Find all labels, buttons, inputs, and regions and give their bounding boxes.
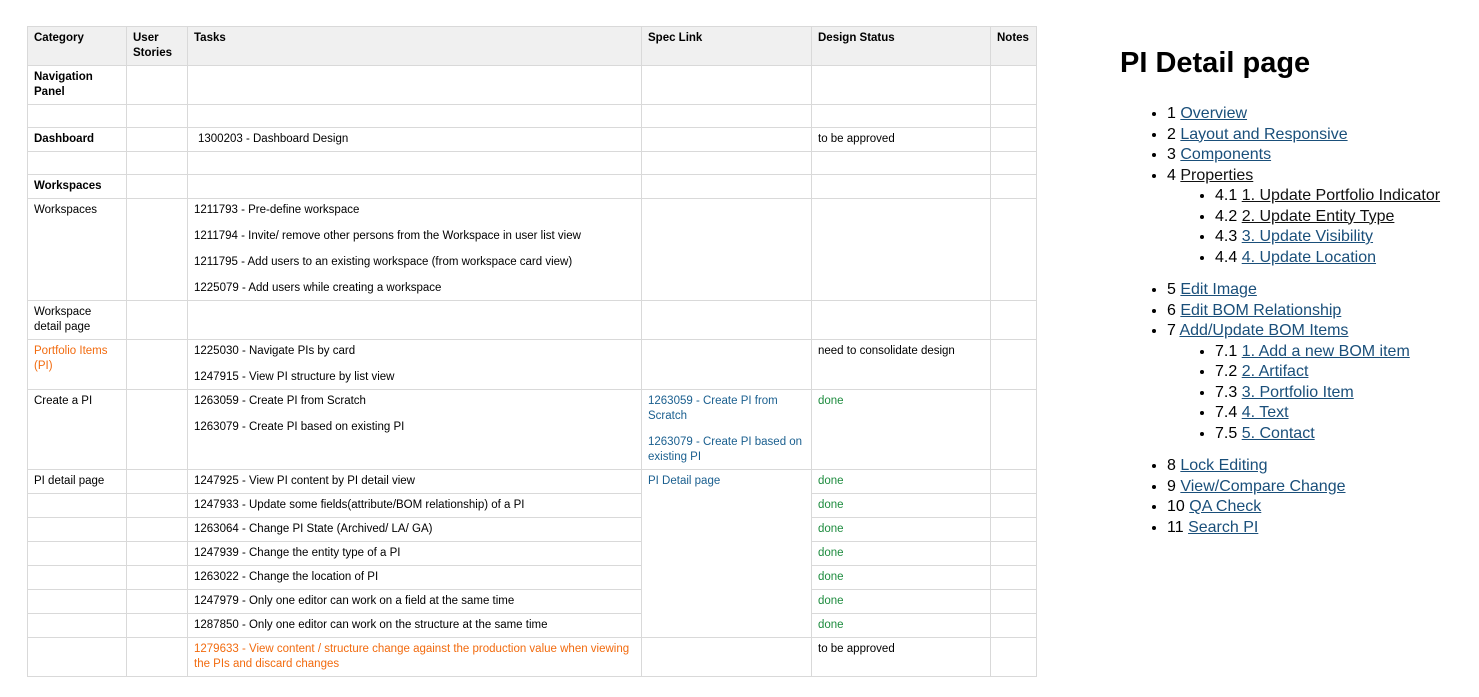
toc-link-view-compare-change[interactable]: View/Compare Change (1180, 477, 1346, 495)
header-spec-link: Spec Link (642, 27, 812, 66)
task-cell: 1247939 - Change the entity type of a PI (188, 542, 642, 566)
table-row (28, 494, 1037, 518)
table-row (28, 105, 1037, 128)
toc-item: • 7 Add/Update BOM Items • 7.1 1. Add a new BOM item • 7.2 2. Artifact • 7.3 3. Portfolio Item • 7.4 4. Text • 7.5 5. Contact (1167, 321, 1475, 444)
table-row (28, 66, 1037, 105)
table-of-contents (1120, 42, 1475, 538)
table-header-row (28, 27, 1037, 66)
header-category: Category (28, 27, 127, 66)
table-row (28, 152, 1037, 175)
spec-link[interactable]: PI Detail page (648, 475, 721, 487)
requirements-table (27, 26, 1037, 677)
table-row (28, 518, 1037, 542)
toc-subitem: • 4.3 3. Update Visibility (1215, 227, 1475, 248)
toc-link-add-new-bom-item[interactable]: 1. Add a new BOM item (1241, 342, 1410, 360)
table-row (28, 175, 1037, 199)
task-item: 1263059 - Create PI from Scratch (194, 395, 366, 407)
toc-item: • 4 Properties • 4.1 1. Update Portfolio Indicator • 4.2 2. Update Entity Type • 4.3 3. Update Visibility • 4.4 4. Update Location (1167, 166, 1475, 269)
task-item: 1263079 - Create PI based on existing PI (194, 421, 405, 433)
toc-subitem: • 7.2 2. Artifact (1215, 362, 1475, 383)
spec-link-cell (642, 390, 812, 470)
toc-item: • 5 Edit Image (1167, 280, 1475, 301)
toc-link-artifact[interactable]: 2. Artifact (1241, 363, 1309, 380)
status-cell: done (812, 390, 991, 470)
status-cell: to be approved (812, 638, 991, 677)
task-item: 1225079 - Add users while creating a workspace (194, 282, 442, 294)
table-row (28, 199, 1037, 301)
task-cell: 1263064 - Change PI State (Archived/ LA/ GA) (188, 518, 642, 542)
category-cell: Workspaces (28, 175, 127, 199)
toc-link-lock-editing[interactable]: Lock Editing (1180, 457, 1268, 474)
category-cell: Navigation Panel (28, 66, 127, 105)
toc-link-update-visibility[interactable]: 3. Update Visibility (1241, 228, 1374, 245)
table-row (28, 390, 1037, 470)
toc-subitem: • 4.1 1. Update Portfolio Indicator (1215, 186, 1475, 207)
category-cell: Create a PI (28, 390, 127, 470)
toc-link-edit-image[interactable]: Edit Image (1180, 281, 1257, 298)
category-cell: Workspaces (28, 199, 127, 301)
toc-link-portfolio-item[interactable]: 3. Portfolio Item (1241, 383, 1354, 401)
category-cell: Workspace detail page (28, 301, 127, 340)
table-row (28, 128, 1037, 152)
toc-link-update-portfolio-indicator[interactable]: 1. Update Portfolio Indicator (1241, 187, 1441, 204)
spec-link[interactable]: 1263059 - Create PI from Scratch (648, 395, 778, 422)
status-cell: done (812, 542, 991, 566)
toc-link-components[interactable]: Components (1180, 146, 1272, 163)
toc-item: • 6 Edit BOM Relationship (1167, 301, 1475, 322)
status-cell: need to consolidate design (812, 340, 991, 390)
toc-link-search-pi[interactable]: Search PI (1188, 518, 1259, 536)
header-design-status: Design Status (812, 27, 991, 66)
status-cell: done (812, 470, 991, 494)
task-item: 1211793 - Pre-define workspace (194, 204, 360, 216)
toc-item: • 2 Layout and Responsive (1167, 125, 1475, 146)
toc-item: • 1 Overview (1167, 104, 1475, 125)
status-cell: done (812, 518, 991, 542)
status-cell: to be approved (812, 128, 991, 152)
toc-sublist (1167, 186, 1475, 268)
toc-link-text[interactable]: 4. Text (1241, 404, 1289, 421)
task-item: 1211795 - Add users to an existing workspace (from workspace card view) (194, 256, 573, 268)
toc-item: • 9 View/Compare Change (1167, 477, 1475, 498)
toc-item: • 10 QA Check (1167, 497, 1475, 518)
table-row (28, 340, 1037, 390)
table-row (28, 566, 1037, 590)
toc-link-properties[interactable]: Properties (1180, 166, 1254, 184)
tasks-cell (188, 390, 642, 470)
toc-subitem: • 7.5 5. Contact (1215, 424, 1475, 445)
task-cell: 1263022 - Change the location of PI (188, 566, 642, 590)
category-cell: PI detail page (28, 470, 127, 494)
toc-subitem: • 7.4 4. Text (1215, 403, 1475, 424)
table-row (28, 638, 1037, 677)
table-row (28, 614, 1037, 638)
table-row (28, 301, 1037, 340)
tasks-cell (188, 340, 642, 390)
table-row (28, 542, 1037, 566)
header-tasks: Tasks (188, 27, 642, 66)
toc-item: • 3 Components (1167, 145, 1475, 166)
header-user-stories: User Stories (127, 27, 188, 66)
toc-link-overview[interactable]: Overview (1180, 105, 1248, 122)
toc-link-update-entity-type[interactable]: 2. Update Entity Type (1241, 207, 1395, 225)
task-item: 1211794 - Invite/ remove other persons from the Workspace in user list view (194, 230, 581, 242)
category-cell: Portfolio Items (PI) (28, 340, 127, 390)
toc-subitem: • 7.1 1. Add a new BOM item (1215, 342, 1475, 363)
task-cell: 1247925 - View PI content by PI detail view (188, 470, 642, 494)
task-cell: 1300203 - Dashboard Design (188, 128, 642, 152)
status-cell: done (812, 614, 991, 638)
page-title: PI Detail page (1120, 47, 1311, 79)
toc-list (1120, 104, 1475, 538)
toc-sublist (1167, 342, 1475, 445)
requirements-table-container (27, 26, 1036, 670)
spec-link-cell (642, 470, 812, 638)
status-cell: done (812, 590, 991, 614)
status-cell: done (812, 566, 991, 590)
toc-subitem: • 4.4 4. Update Location (1215, 248, 1475, 269)
category-cell: Dashboard (28, 128, 127, 152)
toc-link-add-update-bom-items[interactable]: Add/Update BOM Items (1179, 322, 1349, 339)
toc-link-layout[interactable]: Layout and Responsive (1180, 125, 1348, 143)
spec-link[interactable]: 1263079 - Create PI based on existing PI (648, 436, 803, 463)
toc-link-qa-check[interactable]: QA Check (1189, 498, 1262, 515)
toc-link-update-location[interactable]: 4. Update Location (1241, 248, 1377, 266)
toc-link-edit-bom-relationship[interactable]: Edit BOM Relationship (1180, 301, 1342, 319)
table-row (28, 590, 1037, 614)
toc-subitem: • 7.3 3. Portfolio Item (1215, 383, 1475, 404)
task-cell: 1247933 - Update some fields(attribute/BOM relationship) of a PI (188, 494, 642, 518)
toc-subitem: • 4.2 2. Update Entity Type (1215, 207, 1475, 228)
task-cell: 1247979 - Only one editor can work on a field at the same time (188, 590, 642, 614)
task-cell: 1279633 - View content / structure change against the production value when viewing the PIs and discard changes (188, 638, 642, 677)
toc-item: • 11 Search PI (1167, 518, 1475, 539)
toc-item: • 8 Lock Editing (1167, 456, 1475, 477)
tasks-cell (188, 199, 642, 301)
task-item: 1225030 - Navigate PIs by card (194, 345, 356, 357)
status-cell: done (812, 494, 991, 518)
header-notes: Notes (991, 27, 1037, 66)
task-item: 1247915 - View PI structure by list view (194, 371, 395, 383)
table-row (28, 470, 1037, 494)
toc-link-contact[interactable]: 5. Contact (1241, 424, 1315, 442)
task-cell: 1287850 - Only one editor can work on the structure at the same time (188, 614, 642, 638)
